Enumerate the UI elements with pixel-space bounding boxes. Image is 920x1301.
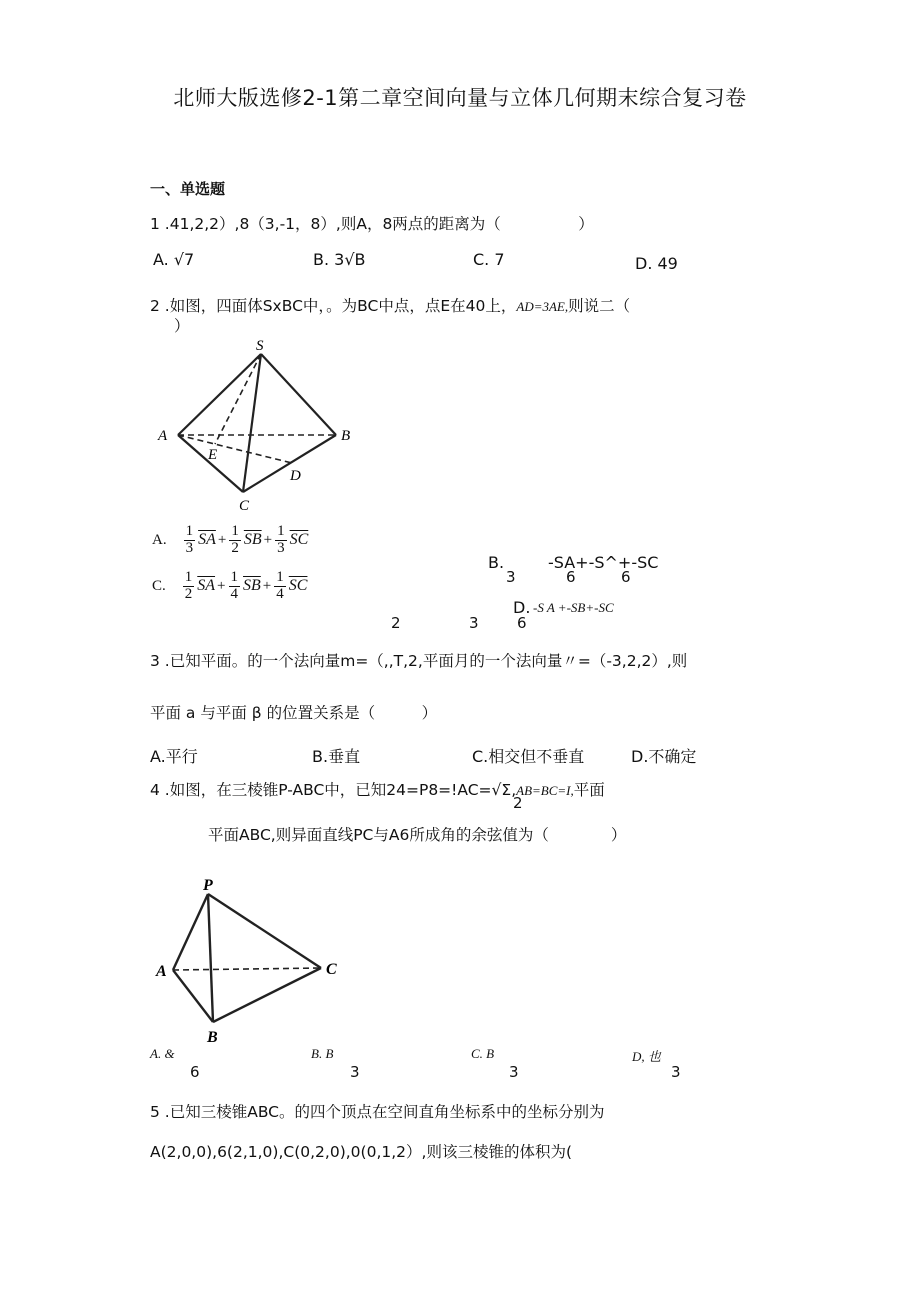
numerator: 1 [231, 523, 239, 539]
tetrahedron-figure [150, 332, 370, 516]
question-5-stem-line1: 5 .已知三棱锥ABC。的四个顶点在空间直角坐标系中的坐标分别为 [150, 1103, 605, 1121]
numerator: 1 [277, 523, 285, 539]
fraction [274, 570, 286, 603]
q4-option-a-den: 6 [190, 1063, 200, 1081]
q1-option-d: D. 49 [635, 254, 678, 273]
question-4-stem-line2: 平面ABC,则异面直线PC与A6所成角的余弦值为（ ） [208, 826, 627, 844]
q2-option-a-label: A. [152, 531, 167, 548]
q2-option-a: A. $\frac{1}{3}$ $\overline{SA}$ + $\frac{1}{2}$ $\overline{SB}$ + $\frac{1}{3}$ $\overline{SC}$ [152, 523, 309, 556]
label-E: E [208, 447, 218, 463]
q4-option-a: A. & [150, 1046, 175, 1061]
denominator: 3 [277, 539, 285, 556]
denominator: 2 [231, 539, 239, 556]
label-B: B [341, 428, 351, 444]
q2-option-b-den-1: 3 [506, 568, 516, 586]
fraction [229, 524, 241, 557]
fraction [275, 524, 287, 557]
vector-SC: $\overline{SC}$ [289, 531, 309, 549]
vector-SB: $\overline{SB}$ [243, 531, 262, 549]
q4-option-d-den: 3 [671, 1063, 681, 1081]
edge-SC [243, 354, 261, 492]
q4-stem-subscript: 2 [513, 794, 523, 812]
fraction [229, 570, 241, 603]
question-4-stem-line1 [150, 778, 605, 800]
numerator: 1 [184, 569, 193, 585]
q1-option-b: B. 3√B [313, 250, 366, 269]
q3-option-b: B.垂直 [312, 747, 361, 766]
label-S: S [256, 338, 264, 354]
vector-SB: $\overline{SB}$ [243, 577, 261, 595]
q4-option-c: C. B [471, 1046, 495, 1061]
vector-SC: $\overline{SC}$ [288, 577, 308, 595]
q4-option-c-den: 3 [509, 1063, 519, 1081]
label-A: A [156, 963, 167, 980]
q2-option-d-label: D. [513, 598, 531, 617]
numerator: 1 [276, 569, 284, 585]
edge-PA [173, 894, 208, 970]
denominator: 4 [276, 585, 284, 602]
q2-stem-formula: AD=3AE, [516, 299, 569, 314]
q4-option-d: D, 也 [632, 1049, 661, 1064]
question-1-stem: 1 .41,2,2）,8（3,-1，8）,则A，8两点的距离为（ ） [150, 215, 594, 233]
q3-option-c: C.相交但不垂直 [472, 747, 585, 766]
edge-AB [173, 970, 213, 1022]
q2-option-b-den-3: 6 [621, 568, 631, 586]
section-heading: 一、单选题 [150, 180, 226, 198]
edge-PB [208, 894, 213, 1022]
edge-BC [213, 968, 321, 1022]
label-C: C [326, 961, 337, 978]
question-3-stem-line1: 3 .已知平面。的一个法向量m=（,,T,2,平面月的一个法向量〃=（-3,2,2）,则 [150, 652, 688, 670]
q1-option-a: A. √7 [153, 250, 195, 269]
edge-SA [178, 354, 261, 435]
q2-option-c-label: C. [152, 577, 166, 594]
q2-option-d-den-2: 3 [469, 614, 479, 632]
question-3-stem-line2: 平面 a 与平面 β 的位置关系是（ ） [150, 704, 438, 722]
numerator: 1 [230, 569, 239, 585]
edge-SB [261, 354, 336, 435]
vector-SA: $\overline{SA}$ [198, 531, 216, 549]
q2-option-d-den-1: 2 [391, 614, 401, 632]
q1-option-c: C. 7 [473, 250, 505, 269]
q4-stem-part1: 4 .如图，在三棱锥P-ABC中，已知24=P8=!AC=√Σ, [150, 781, 517, 799]
edge-PC [208, 894, 321, 968]
q2-option-b-den-2: 6 [566, 568, 576, 586]
q2-option-b-label: B. [488, 553, 505, 572]
q4-option-b-den: 3 [350, 1063, 360, 1081]
q4-option-b: B. B [311, 1046, 334, 1061]
label-D: D [290, 468, 301, 484]
label-B: B [207, 1029, 218, 1046]
q2-option-c: C. $\frac{1}{2}$ $\overline{SA}$ + $\frac{1}{4}$ $\overline{SB}$ + $\frac{1}{4}$ $\overline{SC}$ [152, 569, 308, 602]
q2-option-d-text: -S A +-SB+-SC [533, 600, 614, 615]
q2-option-d-den-3: 6 [517, 614, 527, 632]
denominator: 2 [184, 585, 193, 602]
label-C: C [239, 498, 250, 514]
page-title: 北师大版选修2-1第二章空间向量与立体几何期末综合复习卷 [173, 86, 747, 110]
q2-stem-part2: 则说二（ [568, 297, 631, 315]
vector-SA: $\overline{SA}$ [197, 577, 216, 595]
denominator: 4 [230, 585, 239, 602]
fraction [183, 570, 195, 603]
question-5-stem-line2: A(2,0,0),6(2,1,0),C(0,2,0),0(0,1,2）,则该三棱锥的体积为( [150, 1143, 572, 1161]
label-A: A [158, 428, 168, 444]
denominator: 3 [185, 539, 194, 556]
pyramid-figure [150, 870, 360, 1050]
q4-stem-formula: AB=BC=I, [516, 783, 574, 798]
q3-option-a: A.平行 [150, 747, 198, 766]
edge-AC-hidden [173, 968, 321, 970]
question-2-stem [150, 294, 630, 316]
q3-option-d: D.不确定 [631, 747, 697, 766]
q2-stem-close: ） [174, 317, 190, 335]
q2-option-b-text: -SA+-S^+-SC [548, 553, 659, 572]
numerator: 1 [185, 523, 194, 539]
label-P: P [203, 877, 213, 894]
q4-stem-part2: 平面 [573, 781, 605, 799]
q2-stem-part1: 2 .如图，四面体SxBC中，。为BC中点，点E在40上， [150, 297, 517, 315]
fraction [184, 524, 196, 557]
